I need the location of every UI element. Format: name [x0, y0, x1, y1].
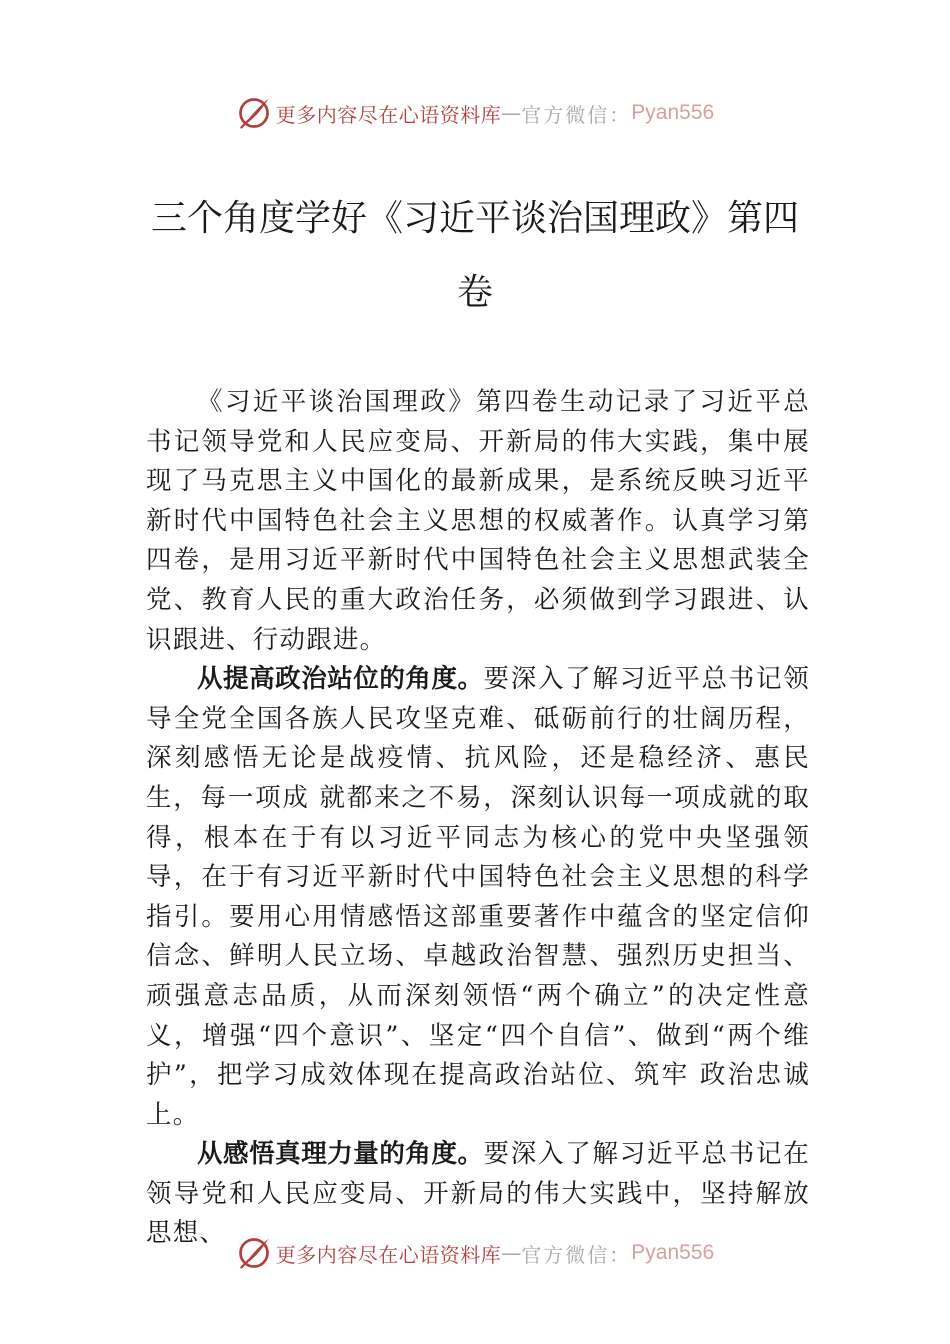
paragraph-lead: 从提高政治站位的角度。 — [197, 664, 484, 695]
title-line-2: 卷 — [456, 272, 493, 313]
quill-pen-logo-icon — [236, 95, 272, 131]
banner-wechat-id: Pyan556 — [631, 101, 715, 124]
paragraph-text: 要深入了解习近平总书记领导全党全国各族人民攻坚克难、砥砺前行的壮阔历程，深刻感悟无论是战疫情、抗风险，还是稳经济、惠民生，每一项成 就都来之不易，深刻认识每一项成就的取得，根本在于有以习近平同志为核心的党中央坚强领导，在于有习近平新时代中国特色社会主义思想的科学指引。要用心用情感悟这部重要著作中蕴含的坚定信仰信念、鲜明人民立场、卓越政治智慧、强烈历史担当、顽强意志品质，从而深刻领悟“两个确立”的决定性意义，增强“四个意识”、坚定“四个自信”、做到“两个维护”，把学习成效体现在提高政治站位、筑牢 政治忠诚上。 — [146, 664, 810, 1130]
body-paragraph — [146, 660, 810, 1135]
banner-wechat-label: 官方微信： — [521, 1242, 632, 1267]
paragraph-lead: 从感悟真理力量的角度。 — [197, 1139, 484, 1170]
quill-pen-logo-icon — [236, 1235, 272, 1271]
body-paragraph — [146, 383, 810, 660]
banner-wechat-label: 官方微信： — [521, 102, 632, 127]
title-line-1: 三个角度学好《习近平谈治国理政》第四 — [150, 198, 799, 239]
document-body — [146, 383, 810, 1254]
paragraph-text: 要深入了解习近平总书记在领导党和人民应变局、开新局的伟大实践中，坚持解放思想、 — [146, 1139, 810, 1249]
banner-slogan: 更多内容尽在心语资料库 — [275, 1242, 502, 1267]
banner-slogan: 更多内容尽在心语资料库 — [275, 102, 502, 127]
paragraph-text: 《习近平谈治国理政》第四卷生动记录了习近平总书记领导党和人民应变局、开新局的伟大实践，集中展现了马克思主义中国化的最新成果，是系统反映习近平新时代中国特色社会主义思想的权威著作。认真学习第四卷，是用习近平新时代中国特色社会主义思想武装全党、教育人民的重大政治任务，必须做到学习跟进、认识跟进、行动跟进。 — [146, 387, 810, 655]
banner-wechat-id: Pyan556 — [631, 1241, 715, 1264]
document-title — [110, 182, 840, 330]
footer-banner — [0, 1233, 950, 1273]
banner-dash: — — [501, 101, 522, 125]
banner-dash: — — [501, 1241, 522, 1265]
header-banner — [0, 93, 950, 133]
